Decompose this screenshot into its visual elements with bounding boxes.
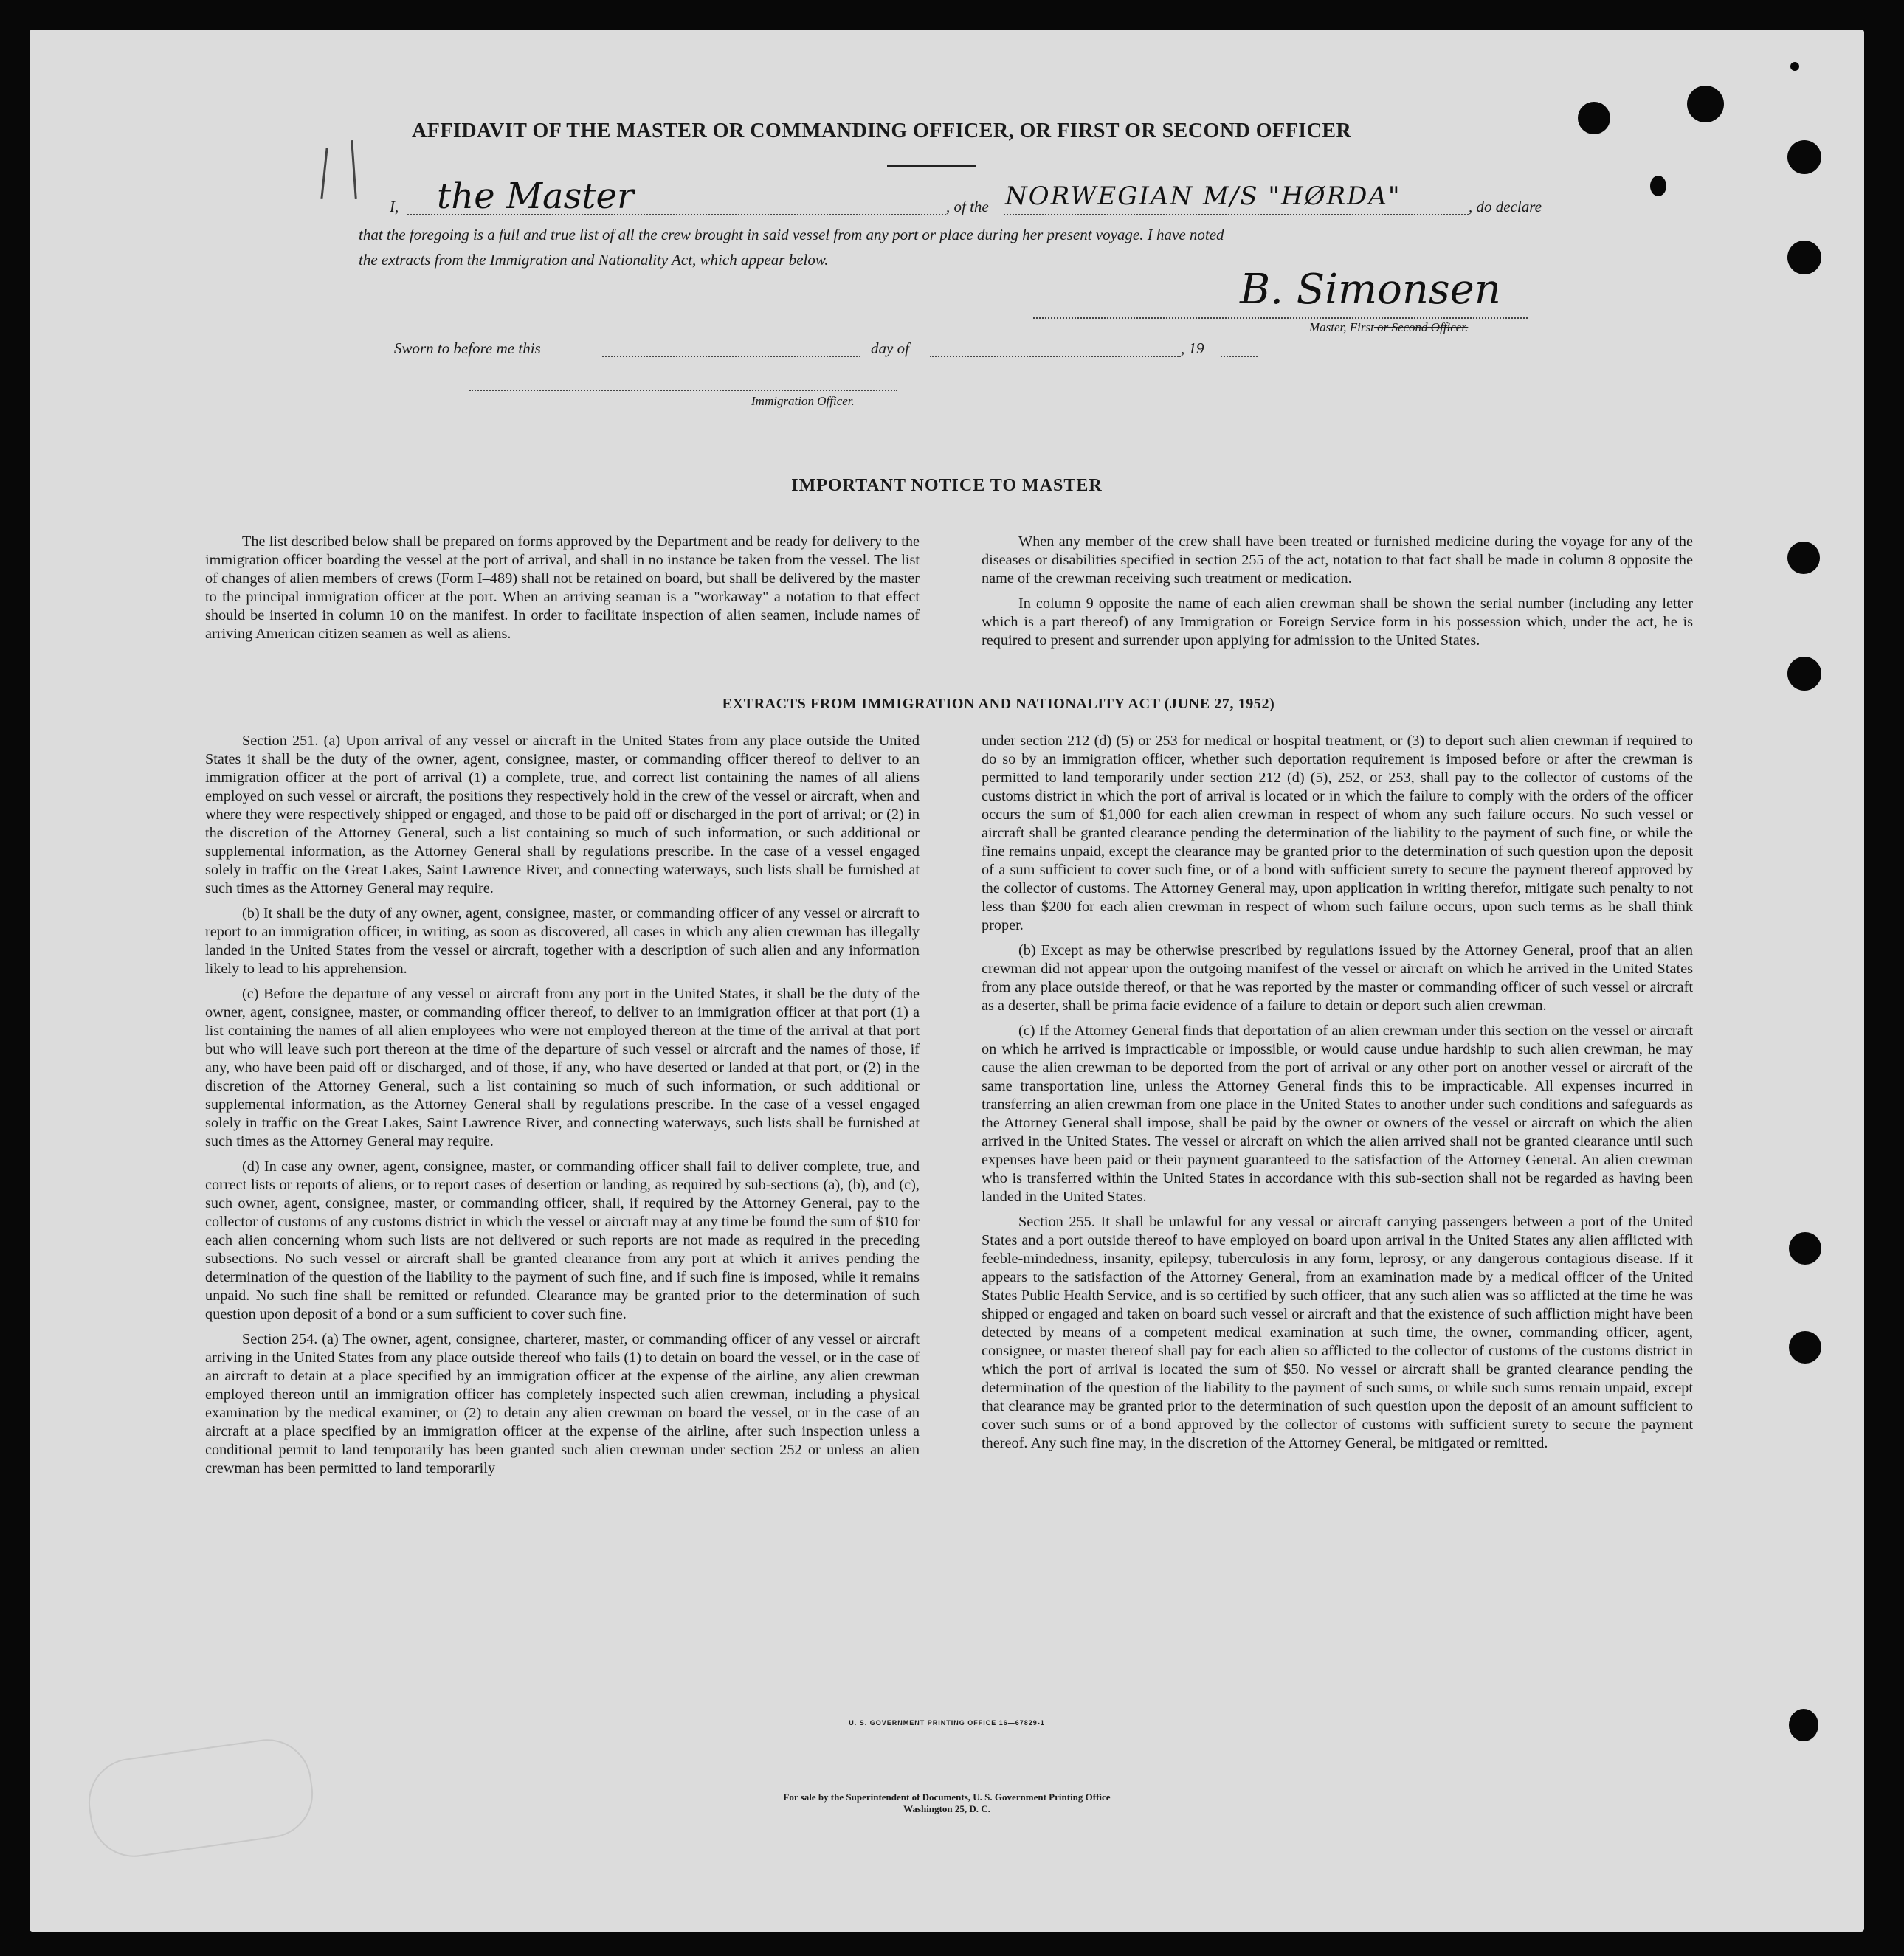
margin-mark	[320, 148, 328, 199]
immigration-officer-caption: Immigration Officer.	[751, 394, 855, 408]
punch-hole	[1650, 176, 1666, 196]
section-254-c: (c) If the Attorney General finds that deportation of an alien crewman under this section on the vessel or aircraft on which he arrived is impracticable or impossible, or would cause undue hardship to such alien crewman, he may cause the alien crewman to be deported from the port of arrival or any other port on another vessel or aircraft of the same transportation line, unless the Attorney General finds this to be impracticable. All expenses incurred in transferring an alien crewman from one place in the United States to another under such conditions and safeguards as the Attorney General shall impose, shall be paid by the owner or owners of the vessel or aircraft on which the alien arrived in the United States. The vessel or aircraft on which the alien arrived shall not be granted clearance until such expenses have been paid or their payment guaranteed to the satisfaction of the Attorney General. An alien crewman who is transferred within the United States in accordance with this sub-section shall not be regarded as having been landed in the United States.	[982, 1023, 1693, 1205]
section-251-c: (c) Before the departure of any vessel or aircraft from any port in the United States, it shall be the duty of the owner, agent, consignee, master, or commanding officer thereof, to deliver to an immigration officer at that port (1) a list containing the names of all alien employees who were not employed thereon at the time of the arrival at that port but who will leave such port thereon at the time of the departure of such vessel or aircraft and the names of those, if any, who have been paid off or discharged, and of those, if any, who have deserted or landed at that port, or (2) in the discretion of the Attorney General, such a list containing so much of such information, or such additional or supplemental information, as the Attorney General shall by regulations prescribe. In the case of a vessel engaged solely in traffic on the Great Lakes, Saint Lawrence River, and connecting waterways, such lists shall be furnished at such times as the Attorney General may require.	[205, 986, 920, 1150]
sworn-month-line	[930, 356, 1181, 357]
sworn-day-line	[602, 356, 860, 357]
notice-right-column	[982, 533, 1693, 657]
notice-title: IMPORTANT NOTICE TO MASTER	[791, 476, 1103, 495]
extracts-left-column	[205, 732, 920, 1485]
margin-mark	[351, 140, 357, 199]
faded-stamp	[83, 1733, 319, 1862]
master-signature[interactable]: B. Simonsen	[1240, 266, 1501, 314]
punch-hole	[1789, 1232, 1821, 1265]
punch-hole	[1789, 1331, 1821, 1364]
handwritten-vessel[interactable]: NORWEGIAN M/S "HØRDA"	[1005, 182, 1401, 211]
section-255: Section 255. It shall be unlawful for any vessal or aircraft carrying passengers between a port of the United States and a port outside thereof to have employed on board upon arrival in the United States any alien afflicted with feeble-mindedness, insanity, epilepsy, tuberculosis in any form, leprosy, or any dangerous contagious disease. If it appears to the satisfaction of the Attorney General, from an examination made by a medical officer of the United States Public Health Service, and is so certified by such officer, that any such alien was so afflicted at the time he was shipped or engaged and taken on board such vessel or aircraft and that the existence of such affliction might have been detected by means of a competent medical examination at such time, the owner, commanding officer, agent, consignee, or master thereof shall pay for each alien so afflicted to the collector of customs of the customs district in which the port of arrival is located the sum of $50. No vessel or aircraft shall be granted clearance pending the determination of the question of the liability to the payment of such sums, or while such sums remain unpaid, except that clearance may be granted prior to the determination of such question upon the deposit of an amount sufficient to cover such sums or of a bond approved by the collector of customs with sufficient surety to secure the payment thereof. Any such fine may, in the discretion of the Attorney General, be mitigated or remitted.	[982, 1214, 1693, 1451]
punch-hole	[1787, 657, 1821, 691]
signature-caption	[1309, 320, 1468, 335]
notice-right-paragraph-2: In column 9 opposite the name of each alien crewman shall be shown the serial number (including any letter which is a part thereof) of any Immigration or Foreign Service form in his possession which, under the act, he is required to present and surrender upon applying for admission to the United States.	[982, 595, 1693, 649]
decl-line-2: that the foregoing is a full and true list of all the crew brought in said vessel from any port or place during her present voyage. I have noted	[359, 226, 1224, 243]
extracts-right-column	[982, 732, 1693, 1459]
signature-caption-prefix: Master, First	[1309, 320, 1374, 334]
form-page	[30, 30, 1864, 1932]
sale-line-2: Washington 25, D. C.	[903, 1803, 990, 1814]
sale-line-1: For sale by the Superintendent of Documents, U. S. Government Printing Office	[783, 1791, 1111, 1803]
punch-hole	[1787, 241, 1821, 274]
sworn-label: Sworn to before me this	[394, 339, 541, 357]
decl-of-the-label: , of the	[946, 198, 989, 215]
notice-left-paragraph: The list described below shall be prepared on forms approved by the Department and be ready for delivery to the immigration officer boarding the vessel at the port of arrival, and shall in no instance be taken from the vessel. The list of changes of alien members of crews (Form I–489) shall not be retained on board, but shall be delivered by the master to the principal immigration officer at the port. When an arriving seaman is a "workaway" a notation to that effect should be inserted in column 10 on the manifest. In order to facilitate inspection of alien seamen, include names of arriving American citizen seamen as well as aliens.	[205, 533, 920, 642]
signature-line	[1033, 317, 1528, 319]
decl-do-declare-label: , do declare	[1469, 198, 1542, 215]
sworn-year-line	[1221, 356, 1258, 357]
day-of-label: day of	[871, 339, 909, 357]
affidavit-title: AFFIDAVIT OF THE MASTER OR COMMANDING OFFICER, OR FIRST OR SECOND OFFICER	[412, 120, 1352, 142]
notice-right-paragraph-1: When any member of the crew shall have been treated or furnished medicine during the voyage for any of the diseases or disabilities specified in section 255 of the act, notation to that fact shall be made in column 8 opposite the name of the crewman receiving such treatment or medication.	[982, 533, 1693, 587]
punch-hole	[1578, 102, 1610, 134]
section-254-a: Section 254. (a) The owner, agent, consignee, charterer, master, or commanding officer of any vessel or aircraft arriving in the United States from any place outside thereof who fails (1) to detain on board the vessel, or in the case of an aircraft to detain at a place specified by an immigration officer at the expense of the airline, any alien crewman employed thereon until an immigration officer has completely inspected such alien crewman, including a physical examination by the medical examiner, or (2) to detain any alien crewman on board the vessel, or in the case of an aircraft at a place specified by an immigration officer at the expense of the airline, after such inspection unless a conditional permit to land temporarily has been granted such alien crewman under section 252 or unless an alien crewman has been permitted to land temporarily	[205, 1331, 920, 1476]
punch-hole	[1787, 140, 1821, 174]
vessel-field-line	[1004, 214, 1469, 215]
year-label: , 19	[1181, 339, 1204, 357]
notice-left-column	[205, 533, 920, 650]
section-251-d: (d) In case any owner, agent, consignee, master, or commanding officer shall fail to deliver complete, true, and correct lists or reports of aliens, or to report cases of desertion or landing, as required by sub-sections (a), (b), and (c), such owner, agent, consignee, master, or commanding officer, shall, if required by the Attorney General, pay to the collector of customs of any customs district in which the vessel or aircraft may at any time be found the sum of $10 for each alien concerning whom such lists are not delivered or such reports are not made as required in the preceding subsections. No such vessel or aircraft shall be granted clearance from any port at which it arrives pending the determination of the question of the liability to the payment of such fine, and if such fine is imposed, while it remains unpaid. No such fine shall be remitted or refunded. Clearance may be granted prior to the determination of such question upon deposit of a bond or a sum sufficient to cover such fine.	[205, 1158, 920, 1322]
decl-i-label: I,	[390, 198, 399, 215]
immigration-officer-line	[469, 390, 897, 391]
section-254-a-cont: under section 212 (d) (5) or 253 for medical or hospital treatment, or (3) to deport such alien crewman if required to do so by an immigration officer, whether such deportation requirement is imposed before or after the crewman is permitted to land temporarily under section 212 (d) (5), 252, or 253, shall pay to the collector of customs of the customs district in which the port of arrival is located or in which the failure to comply with the orders of the officer occurs the sum of $1,000 for each alien crewman in respect of whom any such failure occurs. No such vessel or aircraft shall be granted clearance pending the determination of the liability to the payment of such fine, or while the fine remains unpaid, except the clearance may be granted prior to the determination of such question upon the deposit of a sum sufficient to cover such fine, or of a bond with sufficient surety to secure the payment thereof approved by the collector of customs. The Attorney General may, upon application in writing therefor, mitigate such penalty to not less than $200 for each alien crewman in respect of whom such failure occurs, upon such terms as he shall think proper.	[982, 733, 1693, 933]
section-251-b: (b) It shall be the duty of any owner, agent, consignee, master, or commanding officer of any vessel or aircraft to report to an immigration officer, in writing, as soon as discovered, all cases in which any alien crewman has illegally landed in the United States from the vessel or aircraft, together with a description of such alien and any information likely to lead to his apprehension.	[205, 905, 920, 977]
section-251-a: Section 251. (a) Upon arrival of any vessel or aircraft in the United States from any place outside the United States it shall be the duty of the owner, agent, consignee, master, or commanding officer thereof to deliver to an immigration officer at the port of arrival (1) a complete, true, and correct list containing the names of all aliens employed on such vessel or aircraft, the positions they respectively hold in the crew of the vessel or aircraft, when and where they were respectively shipped or engaged, and those to be paid off or discharged in the port of arrival; or (2) in the discretion of the Attorney General, such a list containing so much of such information, or such additional or supplemental information, as the Attorney General shall by regulations prescribe. In the case of a vessel engaged solely in traffic on the Great Lakes, Saint Lawrence River, and connecting waterways, such lists shall be furnished at such times as the Attorney General may require.	[205, 733, 920, 896]
section-254-b: (b) Except as may be otherwise prescribed by regulations issued by the Attorney General, proof that an alien crewman did not appear upon the outgoing manifest of the vessel or aircraft on which he arrived in the United States from any place outside thereof, or that he was reported by the master or commanding officer of such vessel or aircraft as a deserter, shall be prima facie evidence of a failure to detain or deport such alien crewman.	[982, 942, 1693, 1014]
printer-imprint: U. S. GOVERNMENT PRINTING OFFICE 16—67829-1	[849, 1719, 1045, 1727]
handwritten-name[interactable]: the Master	[437, 176, 634, 217]
signature-caption-struck: or Second Officer.	[1373, 320, 1469, 334]
punch-hole	[1687, 86, 1724, 122]
title-divider	[887, 165, 976, 167]
punch-hole	[1787, 542, 1820, 574]
punch-hole	[1790, 62, 1799, 71]
extracts-title: EXTRACTS FROM IMMIGRATION AND NATIONALITY ACT (JUNE 27, 1952)	[722, 696, 1275, 712]
decl-line-3: the extracts from the Immigration and Nationality Act, which appear below.	[359, 251, 829, 269]
